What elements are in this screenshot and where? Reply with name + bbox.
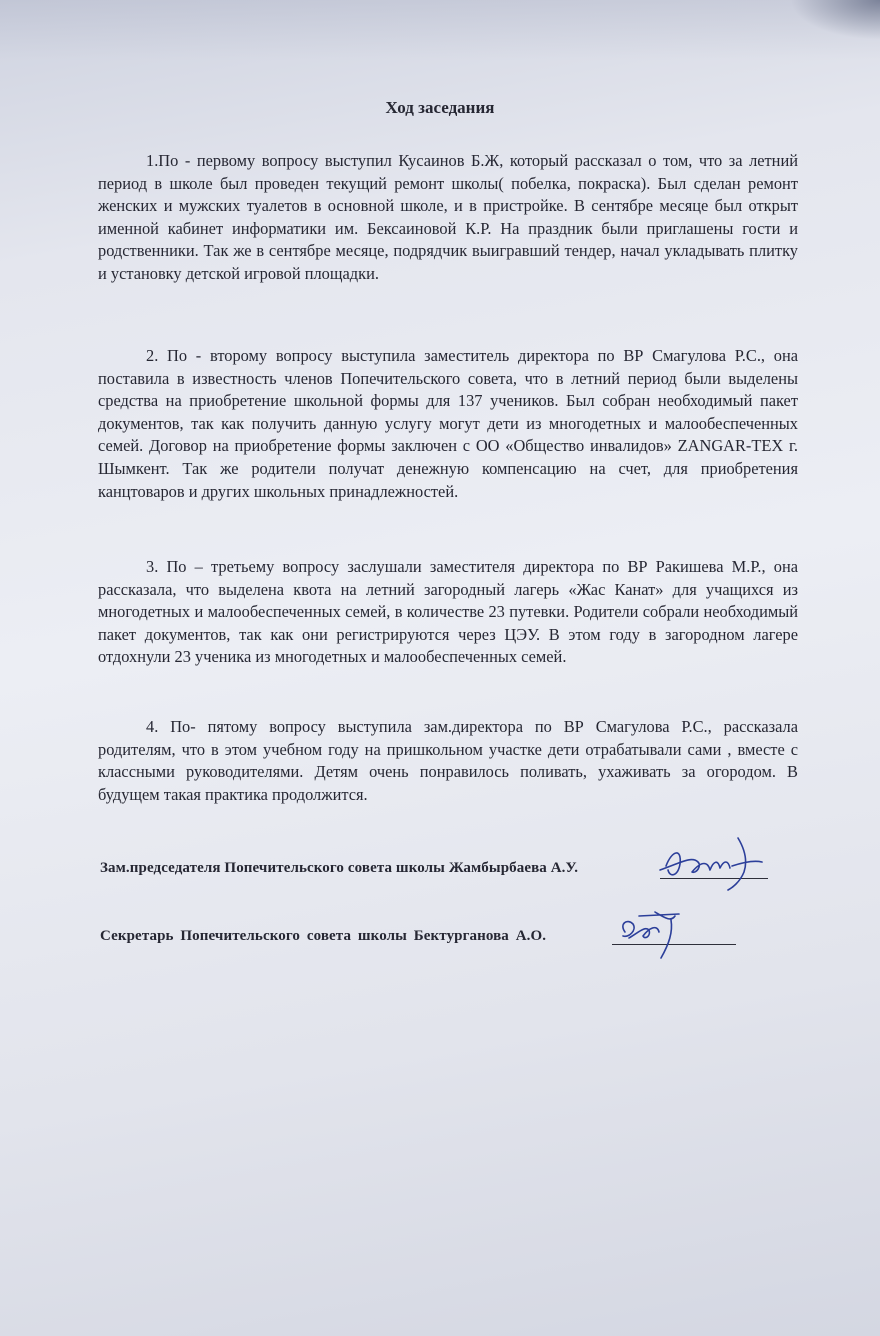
signature-line-deputy-chair: Зам.председателя Попечительского совета школы Жамбырбаева А.У.: [100, 860, 579, 876]
paragraph-item-2: 2. По - второму вопросу выступила заместитель директора по ВР Смагулова Р.С., она поставила в известность членов Попечительского совета, что в летний период были выделены средства на приобретение школьной формы для 137 учеников. Был собран необходимый пакет документов, так как получить данную услугу могут дети из многодетных и малообеспеченных семей. Договор на приобретение формы заключен с ОО «Общество инвалидов» ZANGAR-TEX г. Шымкент. Так же родители получат денежную компенсацию на счет, для приобретения канцтоваров и других школьных принадлежностей.: [98, 346, 798, 501]
paragraph-item-3: 3. По – третьему вопросу заслушали заместителя директора по ВР Ракишева М.Р., она рассказала, что выделена квота на летний загородный лагерь «Жас Канат» для учащихся из многодетных и малообеспеченных семей, в количестве 23 путевки. Родители собрали необходимый пакет документов, так как они регистрируются через ЦЭУ. В этом году в загородном лагере отдохнули 23 ученика из многодетных и малообеспеченных семей.: [98, 557, 798, 667]
paragraph-item-1: 1.По - первому вопросу выступил Кусаинов Б.Ж, который рассказал о том, что за летний период в школе был проведен текущий ремонт школы( побелка, покраска). Был сделан ремонт женских и мужских туалетов в основной школе, и в пристройке. В сентябре месяце был открыт именной кабинет информатики им. Бексаиновой К.Р. На праздник были приглашены гости и родственники. Так же в сентябре месяце, подрядчик выигравший тендер, начал укладывать плитку и установку детской игровой площадки.: [98, 151, 798, 283]
corner-shadow: [790, 0, 880, 40]
paragraph-item-4: 4. По- пятому вопросу выступила зам.директора по ВР Смагулова Р.С., рассказала родителям, что в этом учебном году на пришкольном участке дети отрабатывали сами , вместе с классными руководителями. Детям очень понравилось поливать, ухаживать за огородом. В будущем такая практика продолжится.: [98, 717, 798, 804]
signature-line-secretary: Секретарь Попечительского совета школы Бектурганова А.О.: [100, 928, 547, 944]
handwritten-signature-1: [652, 826, 772, 896]
handwritten-signature-2: [615, 902, 695, 967]
document-title: Ход заседания: [385, 98, 495, 117]
top-shadow: [0, 0, 880, 60]
